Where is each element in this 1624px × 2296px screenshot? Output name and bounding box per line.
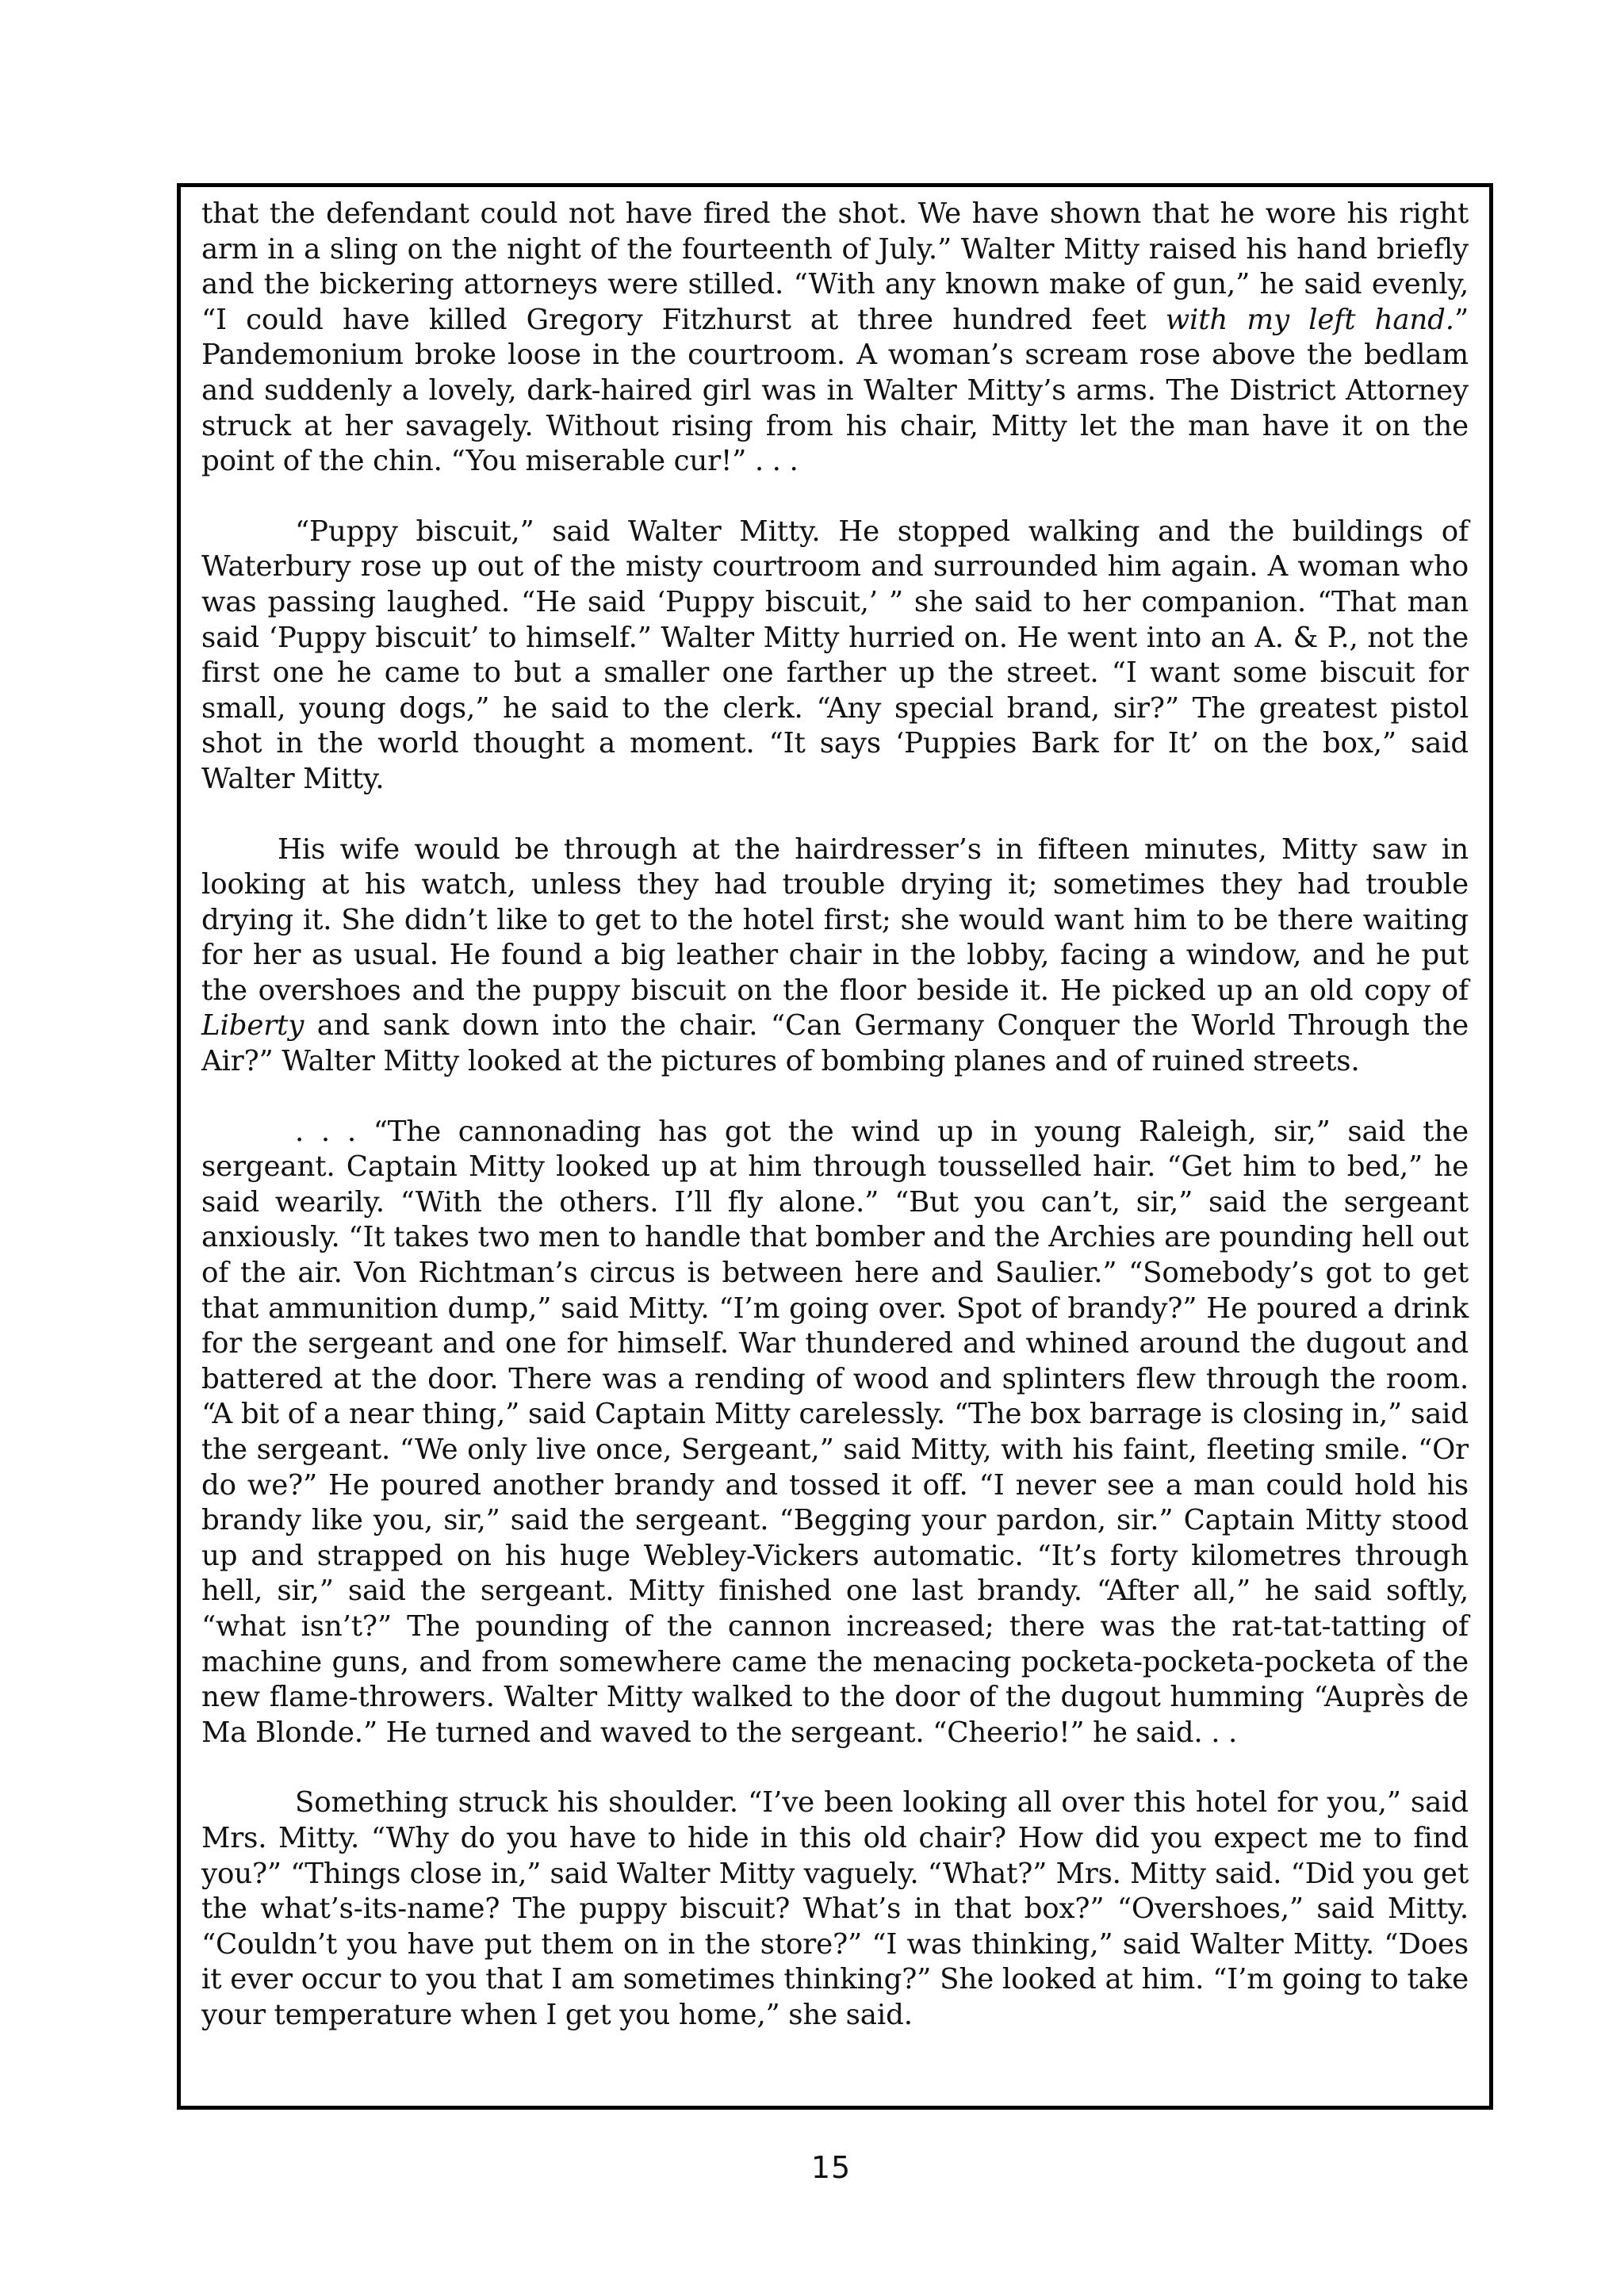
text-frame (177, 183, 1493, 2110)
paragraph-courtroom (201, 197, 1469, 480)
paragraph-text: His wife would be through at the hairdresser’s in fifteen minutes, Mitty saw in looking at his watch, unless they had trouble drying it; sometimes they had trouble drying it. She didn’t like to get to the hotel first; she would want him to be there waiting for her as usual. He found a big leather chair in the lobby, facing a window, and he put the overshoes and the puppy biscuit on the floor beside it. He picked up an old copy of (201, 832, 1469, 1007)
emphasis-text: with my left hand. (1165, 303, 1454, 336)
paragraph-puppy-biscuit (201, 515, 1469, 798)
page-number: 15 (810, 2150, 852, 2185)
paragraph-text: . . . “The cannonading has got the wind up in young Raleigh, sir,” said the sergeant. Captain Mitty looked up at him through tousselled hair. “Get him to bed,” he said wearily. “With the others. I’ll fly alone.” “But you can’t, sir,” said the sergeant anxiously. “It takes two men to handle that bomber and the Archies are pounding hell out of the air. Von Richtman’s circus is between here and Saulier.” “Somebody’s got to get that ammunition dump,” said Mitty. “I’m going over. Spot of brandy?” He poured a drink for the sergeant and one for himself. War thundered and whined around the dugout and battered at the door. There was a rending of wood and splinters flew through the room. “A bit of a near thing,” said Captain Mitty carelessly. “The box barrage is closing in,” said the sergeant. “We only live once, Sergeant,” said Mitty, with his faint, fleeting smile. “Or do we?” He poured another brandy and tossed it off. “I never see a man could hold his brandy like you, sir,” said the sergeant. “Begging your pardon, sir.” Captain Mitty stood up and strapped on his huge Webley-Vickers automatic. “It’s forty kilometres through hell, sir,” said the sergeant. Mitty finished one last brandy. “After all,” he said softly, “what isn’t?” The pounding of the cannon increased; there was the rat-tat-tatting of machine guns, and from somewhere came the menacing pocketa-pocketa-pocketa of the new flame-throwers. Walter Mitty walked to the door of the dugout humming “Auprès de Ma Blonde.” He turned and waved to the sergeant. “Cheerio!” he said. . . (201, 1115, 1469, 1749)
paragraph-text: “Puppy biscuit,” said Walter Mitty. He stopped walking and the buildings of Waterbury rose up out of the misty courtroom and surrounded him again. A woman who was passing laughed. “He said ‘Puppy biscuit,’ ” she said to her companion. “That man said ‘Puppy biscuit’ to himself.” Walter Mitty hurried on. He went into an A. & P., not the first one he came to but a smaller one farther up the street. “I want some biscuit for small, young dogs,” he said to the clerk. “Any special brand, sir?” The greatest pistol shot in the world thought a moment. “It says ‘Puppies Bark for It’ on the box,” said Walter Mitty. (201, 515, 1469, 795)
paragraph-text: and sank down into the chair. “Can Germany Conquer the World Through the Air?” Walter Mitty looked at the pictures of bombing planes and of ruined streets. (201, 1009, 1469, 1078)
paragraph-text: that the defendant could not have fired the shot. We have shown that he wore his right arm in a sling on the night of the fourteenth of July.” Walter Mitty raised his hand briefly and the bickering attorneys were stilled. “With any known make of gun,” he said evenly, “I could have killed Gregory Fitzhurst at three hundred feet (201, 197, 1469, 336)
paragraph-dugout (201, 1115, 1469, 1751)
paragraph-mrs-mitty (201, 1785, 1469, 2033)
emphasis-text: Liberty (201, 1009, 304, 1043)
paragraph-text: ” Pandemonium broke loose in the courtroom. A woman’s scream rose above the bedlam and suddenly a lovely, dark-haired girl was in Walter Mitty’s arms. The District Attorney struck at her savagely. Without rising from his chair, Mitty let the man have it on the point of the chin. “You miserable cur!” . . . (201, 303, 1469, 478)
paragraph-text: Something struck his shoulder. “I’ve been looking all over this hotel for you,” said Mrs. Mitty. “Why do you have to hide in this old chair? How did you expect me to find you?” “Things close in,” said Walter Mitty vaguely. “What?” Mrs. Mitty said. “Did you get the what’s-its-name? The puppy biscuit? What’s in that box?” “Overshoes,” said Mitty. “Couldn’t you have put them on in the store?” “I was thinking,” said Walter Mitty. “Does it ever occur to you that I am sometimes thinking?” She looked at him. “I’m going to take your temperature when I get you home,” she said. (201, 1786, 1469, 2031)
paragraph-hotel-lobby (201, 832, 1469, 1080)
